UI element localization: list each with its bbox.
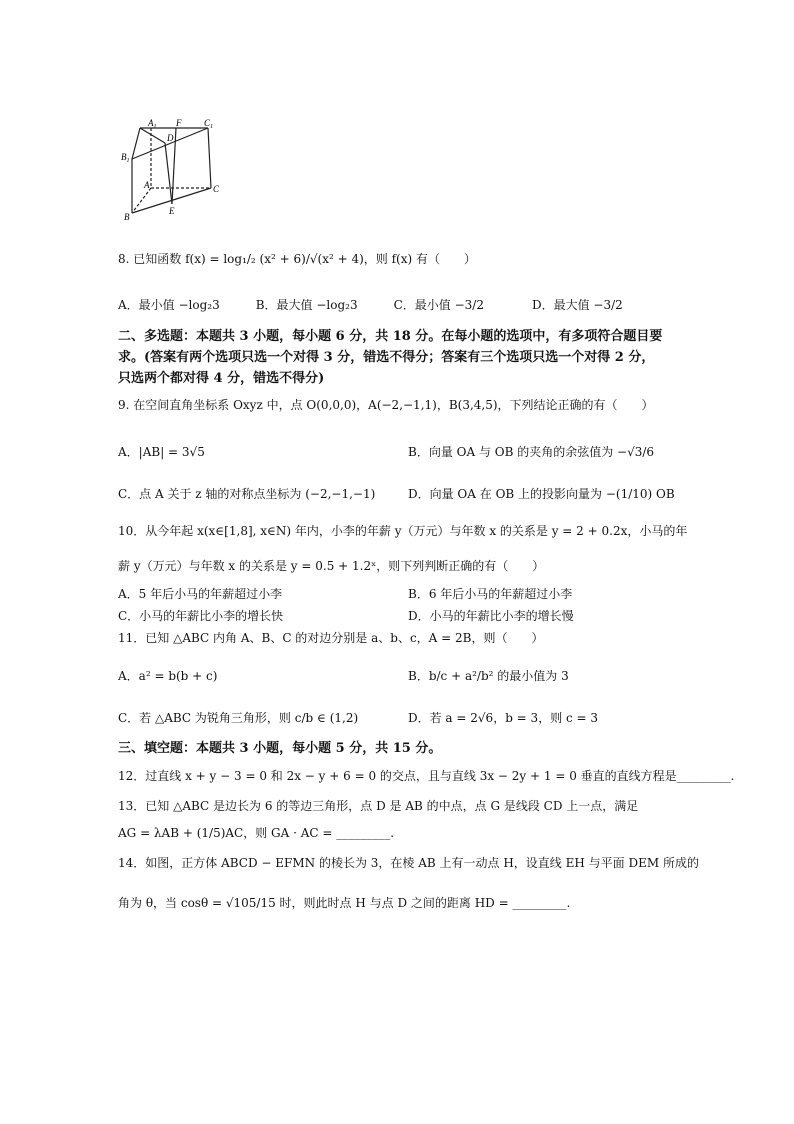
question-10: 10．从今年起 x(x∈[1,8], x∈N) 年内，小李的年薪 y（万元）与年数 x 的关系是 y = 2 + 0.2x，小马的年 bbox=[118, 524, 688, 538]
question-11: 11．已知 △ABC 内角 A、B、C 的对边分别是 a、b、c，A = 2B，则（ ） bbox=[118, 631, 544, 645]
question-14: 14．如图，正方体 ABCD − EFMN 的棱长为 3，在棱 AB 上有一动点 H，设直线 EH 与平面 DEM 所成的 bbox=[118, 856, 699, 870]
label-C: C bbox=[213, 184, 220, 194]
section-2-heading: 二、多选题：本题共 3 小题，每小题 6 分，共 18 分。在每小题的选项中，有多项符合题目要 bbox=[118, 329, 663, 344]
question-13: 13．已知 △ABC 是边长为 6 的等边三角形，点 D 是 AB 的中点，点 G 是线段 CD 上一点，满足 bbox=[118, 799, 639, 813]
question-10-option-c: C．小马的年薪比小李的增长快 bbox=[118, 609, 284, 623]
question-10-line2: 薪 y（万元）与年数 x 的关系是 y = 0.5 + 1.2ˣ，则下列判断正确的有（ ） bbox=[118, 559, 545, 573]
question-9: 9. 在空间直角坐标系 Oxyz 中，点 O(0,0,0)，A(−2,−1,1)，B(3,4,5)，下列结论正确的有（ ） bbox=[118, 398, 654, 412]
question-10-option-a: A．5 年后小马的年薪超过小李 bbox=[118, 587, 283, 601]
label-D: D bbox=[167, 133, 174, 143]
question-11-option-d: D．若 a = 2√6，b = 3，则 c = 3 bbox=[408, 711, 599, 725]
question-13-line2: AG = λAB + (1/5)AC，则 GA · AC = _________. bbox=[118, 826, 395, 840]
question-11-option-b: B．b/c + a²/b² 的最小值为 3 bbox=[408, 669, 569, 683]
section-2-heading-line2: 求。(答案有两个选项只选一个对得 3 分，错选不得分；答案有三个选项只选一个对得 2 分， bbox=[118, 350, 655, 365]
question-9-option-c: C．点 A 关于 z 轴的对称点坐标为 (−2,−1,−1) bbox=[118, 487, 376, 501]
question-12: 12．过直线 x + y − 3 = 0 和 2x − y + 6 = 0 的交点，且与直线 3x − 2y + 1 = 0 垂直的直线方程是_________. bbox=[118, 769, 735, 783]
question-8: 8. 已知函数 f(x) = log₁/₂ (x² + 6)/√(x² + 4)，则 f(x) 有（ ） bbox=[118, 252, 476, 266]
section-2-heading-line3: 只选两个都对得 4 分，错选不得分) bbox=[118, 371, 325, 386]
question-9-option-a: A．|AB| = 3√5 bbox=[118, 445, 205, 459]
question-10-option-d: D．小马的年薪比小李的增长慢 bbox=[408, 609, 574, 623]
label-F: F bbox=[176, 118, 182, 128]
question-11-option-c: C．若 △ABC 为锐角三角形，则 c/b ∈ (1,2) bbox=[118, 711, 359, 725]
label-B1: $B_1$ bbox=[121, 152, 130, 164]
question-11-option-a: A．a² = b(b + c) bbox=[118, 669, 218, 683]
prism-figure bbox=[118, 116, 228, 228]
question-9-option-b: B．向量 OA 与 OB 的夹角的余弦值为 −√3/6 bbox=[408, 445, 655, 459]
label-C1: $C_1$ bbox=[204, 118, 214, 130]
label-A1: $A_1$ bbox=[148, 118, 157, 130]
question-10-option-b: B．6 年后小马的年薪超过小李 bbox=[408, 587, 573, 601]
question-14-line2: 角为 θ，当 cosθ = √105/15 时，则此时点 H 与点 D 之间的距离 HD = _________. bbox=[118, 896, 571, 910]
question-8-options: A．最小值 −log₂3 B．最大值 −log₂3 C．最小值 −3/2 D．最大值 −3/2 bbox=[118, 298, 623, 312]
section-3-heading: 三、填空题：本题共 3 小题，每小题 5 分，共 15 分。 bbox=[118, 741, 442, 756]
triangular-prism-diagram bbox=[118, 116, 228, 224]
label-B: B bbox=[124, 212, 130, 222]
label-A: A bbox=[144, 180, 150, 190]
label-E: E bbox=[169, 206, 175, 216]
question-9-option-d: D．向量 OA 在 OB 上的投影向量为 −(1/10) OB bbox=[408, 487, 675, 501]
